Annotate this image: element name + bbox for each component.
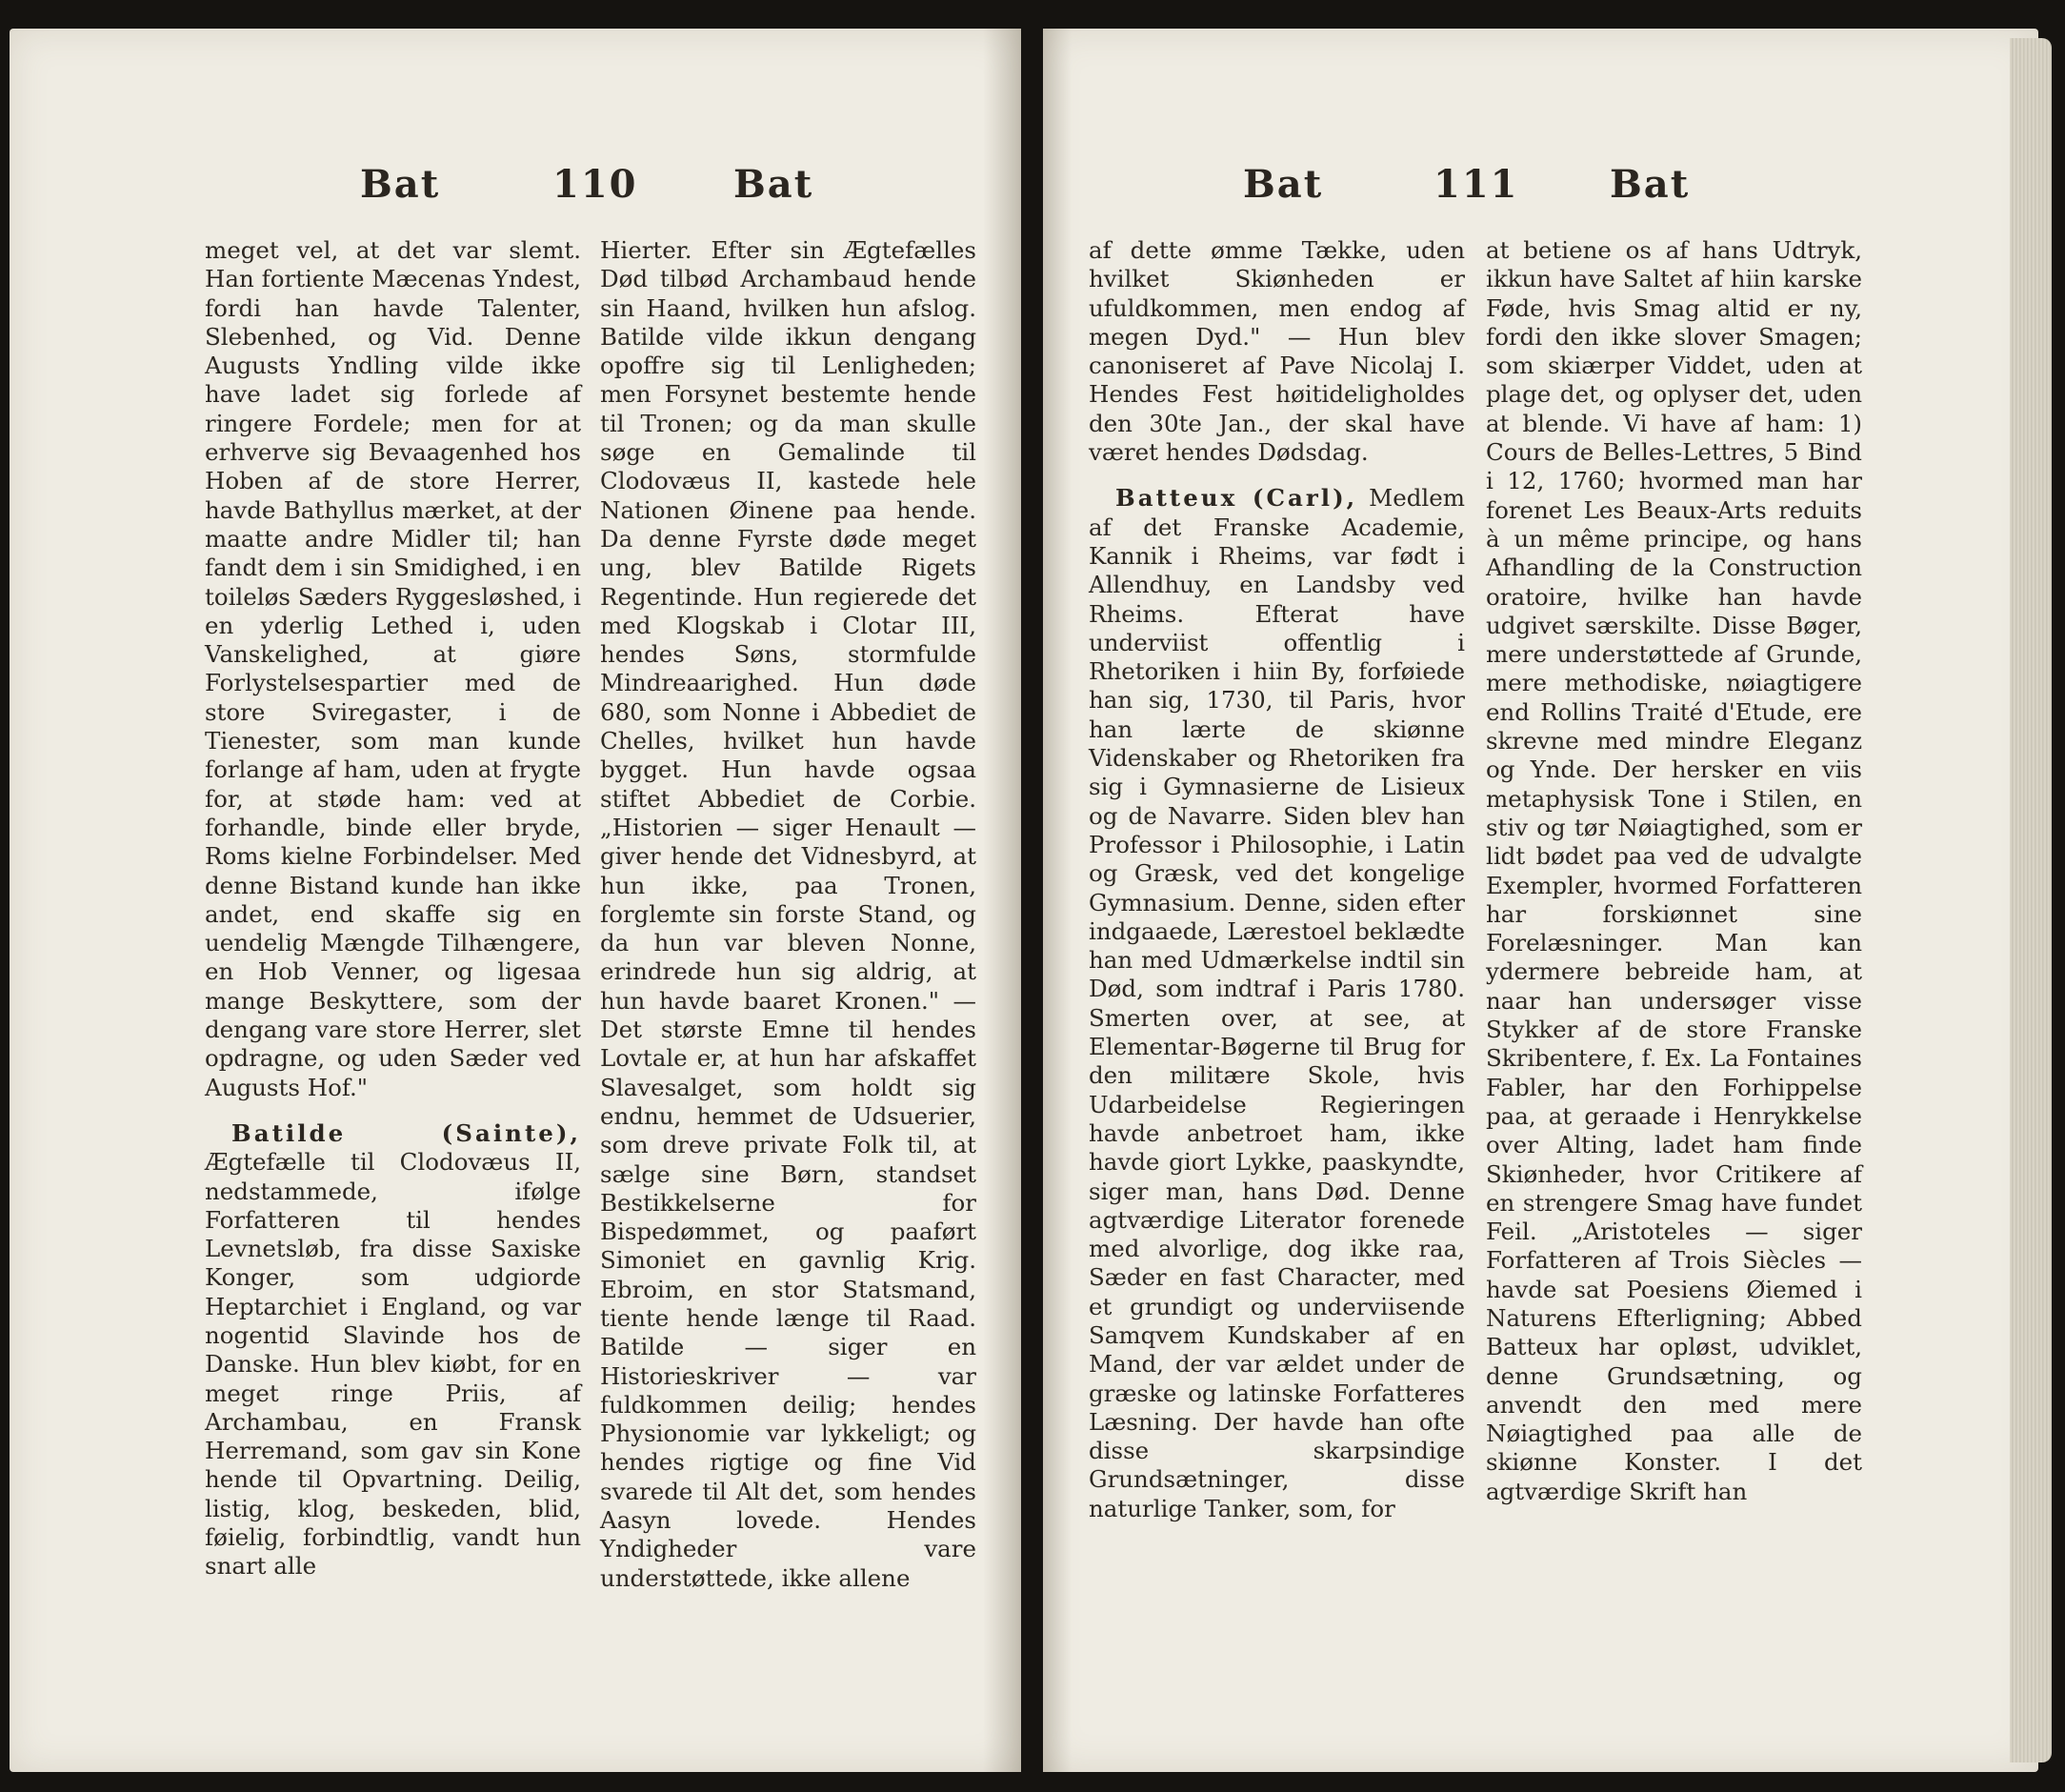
left-page-column-1	[205, 236, 581, 1581]
entry-text: Ægtefælle til Clodovæus II, nedstammede, ifølge Forfatteren til hendes Levnetsløb, fra disse Saxiske Konger, som udgiorde Heptarchiet i England, og var nogentid Slavinde hos de Danske. Hun blev kiøbt, for en meget ringe Priis, af Archambau, en Fransk Herremand, som gav sin Kone hende til Opvartning. Deilig, listig, klog, beskeden, blid, føielig, forbindtlig, vandt hun snart alle	[205, 1148, 581, 1581]
left-page	[10, 29, 1021, 1772]
paragraph: af dette ømme Tække, uden hvilket Skiønheden er ufuldkommen, men endog af megen Dyd." — Hun blev canoniseret af Pave Nicolaj I. Hendes Fest høitideligholdes den 30te Jan., der skal have været hendes Dødsdag.	[1089, 236, 1465, 467]
paragraph: meget vel, at det var slemt. Han fortiente Mæcenas Yndest, fordi han havde Talenter, Slebenhed, og Vid. Denne Augusts Yndling vilde ikke have ladet sig forlede af ringere Fordele; men for at erhverve sig Bevaagenhed hos Hoben af de store Herrer, havde Bathyllus mærket, at der maatte andre Midler til; han fandt dem i sin Smidighed, i en toileløs Sæders Ryggesløshed, i en yderlig Lethed i, uden Vanskelighed, at giøre Forlystelsespartier med de store Sviregaster, i de Tienester, som man kunde forlange af ham, uden at frygte for, at støde ham: ved at forhandle, binde eller bryde, Roms kielne Forbindelser. Med denne Bistand kunde han ikke andet, end skaffe sig en uendelig Mængde Tilhængere, en Hob Venner, og ligesaa mange Beskyttere, som der dengang vare store Herrer, slet opdragne, og uden Sæder ved Augusts Hof."	[205, 236, 581, 1101]
right-page	[1043, 29, 2038, 1772]
left-page-column-2	[600, 236, 976, 1593]
right-page-header	[1043, 162, 2038, 210]
right-page-number: 111	[1433, 162, 1519, 207]
entry-headword: Batilde (Sainte),	[231, 1118, 581, 1147]
entry-batteux	[1089, 484, 1465, 1523]
right-page-column-1	[1089, 236, 1465, 1523]
entry-headword: Batteux (Carl),	[1115, 484, 1358, 513]
paragraph: at betiene os af hans Udtryk, ikkun have Saltet af hiin karske Føde, hvis Smag altid er ny, fordi den ikke slover Smagen; som skiærper Viddet, uden at plage det, og oplyser det, uden at blende. Vi have af ham: 1) Cours de Belles-Lettres, 5 Bind i 12, 1760; hvormed man har forenet Les Beaux-Arts reduits à un même principe, og hans Afhandling de la Construction oratoire, hvilke han havde udgivet særskilte. Disse Bøger, mere understøttede af Grunde, mere methodiske, nøiagtigere end Rollins Traité d'Etude, ere skrevne med mindre Eleganz og Ynde. Der hersker en viis metaphysisk Tone i Stilen, en stiv og tør Nøiagtighed, som er lidt bødet paa ved de udvalgte Exempler, hvormed Forfatteren har forskiønnet sine Forelæsninger. Man kan ydermere bebreide ham, at naar han undersøger visse Stykker af de store Franske Skribentere, f. Ex. La Fontaines Fabler, har den Forhippelse paa, at geraade i Henrykkelse over Alting, ladet ham finde Skiønheder, hvor Critikere af en strengere Smag have fundet Feil. „Aristoteles — siger Forfatteren af Trois Siècles — havde sat Poesiens Øiemed i Naturens Efterligning; Abbed Batteux har opløst, udviklet, denne Grundsætning, og anvendt den med mere Nøiagtighed paa alle de skiønne Konster. I det agtværdige Skrift han	[1486, 236, 1862, 1505]
book-page-edges	[2010, 38, 2052, 1762]
entry-batilde	[205, 1119, 581, 1581]
right-page-running-head-right: Bat	[1610, 162, 1691, 207]
left-page-running-head-right: Bat	[733, 162, 814, 207]
right-page-column-2	[1486, 236, 1862, 1506]
paragraph: Hierter. Efter sin Ægtefælles Død tilbød Archambaud hende sin Haand, hvilken hun afslog. Batilde vilde ikkun dengang opoffre sig til Lenligheden; men Forsynet bestemte hende til Tronen; og da man skulle søge en Gemalinde til Clodovæus II, kastede hele Nationen Øinene paa hende. Da denne Fyrste døde meget ung, blev Batilde Rigets Regentinde. Hun regierede det med Klogskab i Clotar III, hendes Søns, stormfulde Mindreaarighed. Hun døde 680, som Nonne i Abbediet de Chelles, hvilket hun havde bygget. Hun havde ogsaa stiftet Abbediet de Corbie. „Historien — siger Henault — giver hende det Vidnesbyrd, at hun ikke, paa Tronen, forglemte sin forste Stand, og da hun var bleven Nonne, erindrede hun sig aldrig, at hun havde baaret Kronen." — Det største Emne til hendes Lovtale er, at hun har afskaffet Slavesalget, som holdt sig endnu, hemmet de Udsuerier, som dreve private Folk til, at sælge sine Børn, standset Bestikkelserne for Bispedømmet, og paaført Simoniet en gavnlig Krig. Ebroim, en stor Statsmand, tiente hende længe til Raad. Batilde — siger en Historieskriver — var fuldkommen deilig; hendes Physionomie var lykkeligt; og hendes rigtige og fine Vid svarede til Alt det, som hendes Aasyn lovede. Hendes Yndigheder vare understøttede, ikke allene	[600, 236, 976, 1592]
left-page-running-head-left: Bat	[360, 162, 441, 207]
right-page-running-head-left: Bat	[1243, 162, 1324, 207]
left-page-header	[10, 162, 1021, 210]
left-page-number: 110	[552, 162, 638, 207]
entry-text: Medlem af det Franske Academie, Kannik i Rheims, var født i Allendhuy, en Landsby ved Rheims. Efterat have underviist offentlig i Rhetoriken i hiin By, forføiede han sig, 1730, til Paris, hvor han lærte de skiønne Videnskaber og Rhetoriken fra sig i Gymnasierne de Lisieux og de Navarre. Siden blev han Professor i Philosophie, i Latin og Græsk, ved det kongelige Gymnasium. Denne, siden efter indgaaede, Lærestoel beklædte han med Udmærkelse indtil sin Død, som indtraf i Paris 1780. Smerten over, at see, at Elementar-Bøgerne til Brug for den militære Skole, hvis Udarbeidelse Regieringen havde anbetroet ham, ikke havde giort Lykke, paaskyndte, siger man, hans Død. Denne agtværdige Literator forenede med alvorlige, dog ikke raa, Sæder en fast Character, med et grundigt og underviisende Samqvem Kundskaber af en Mand, der var ældet under de græske og latinske Forfatteres Læsning. Der havde han ofte disse skarpsindige Grundsætninger, disse naturlige Tanker, som, for	[1089, 484, 1465, 1522]
